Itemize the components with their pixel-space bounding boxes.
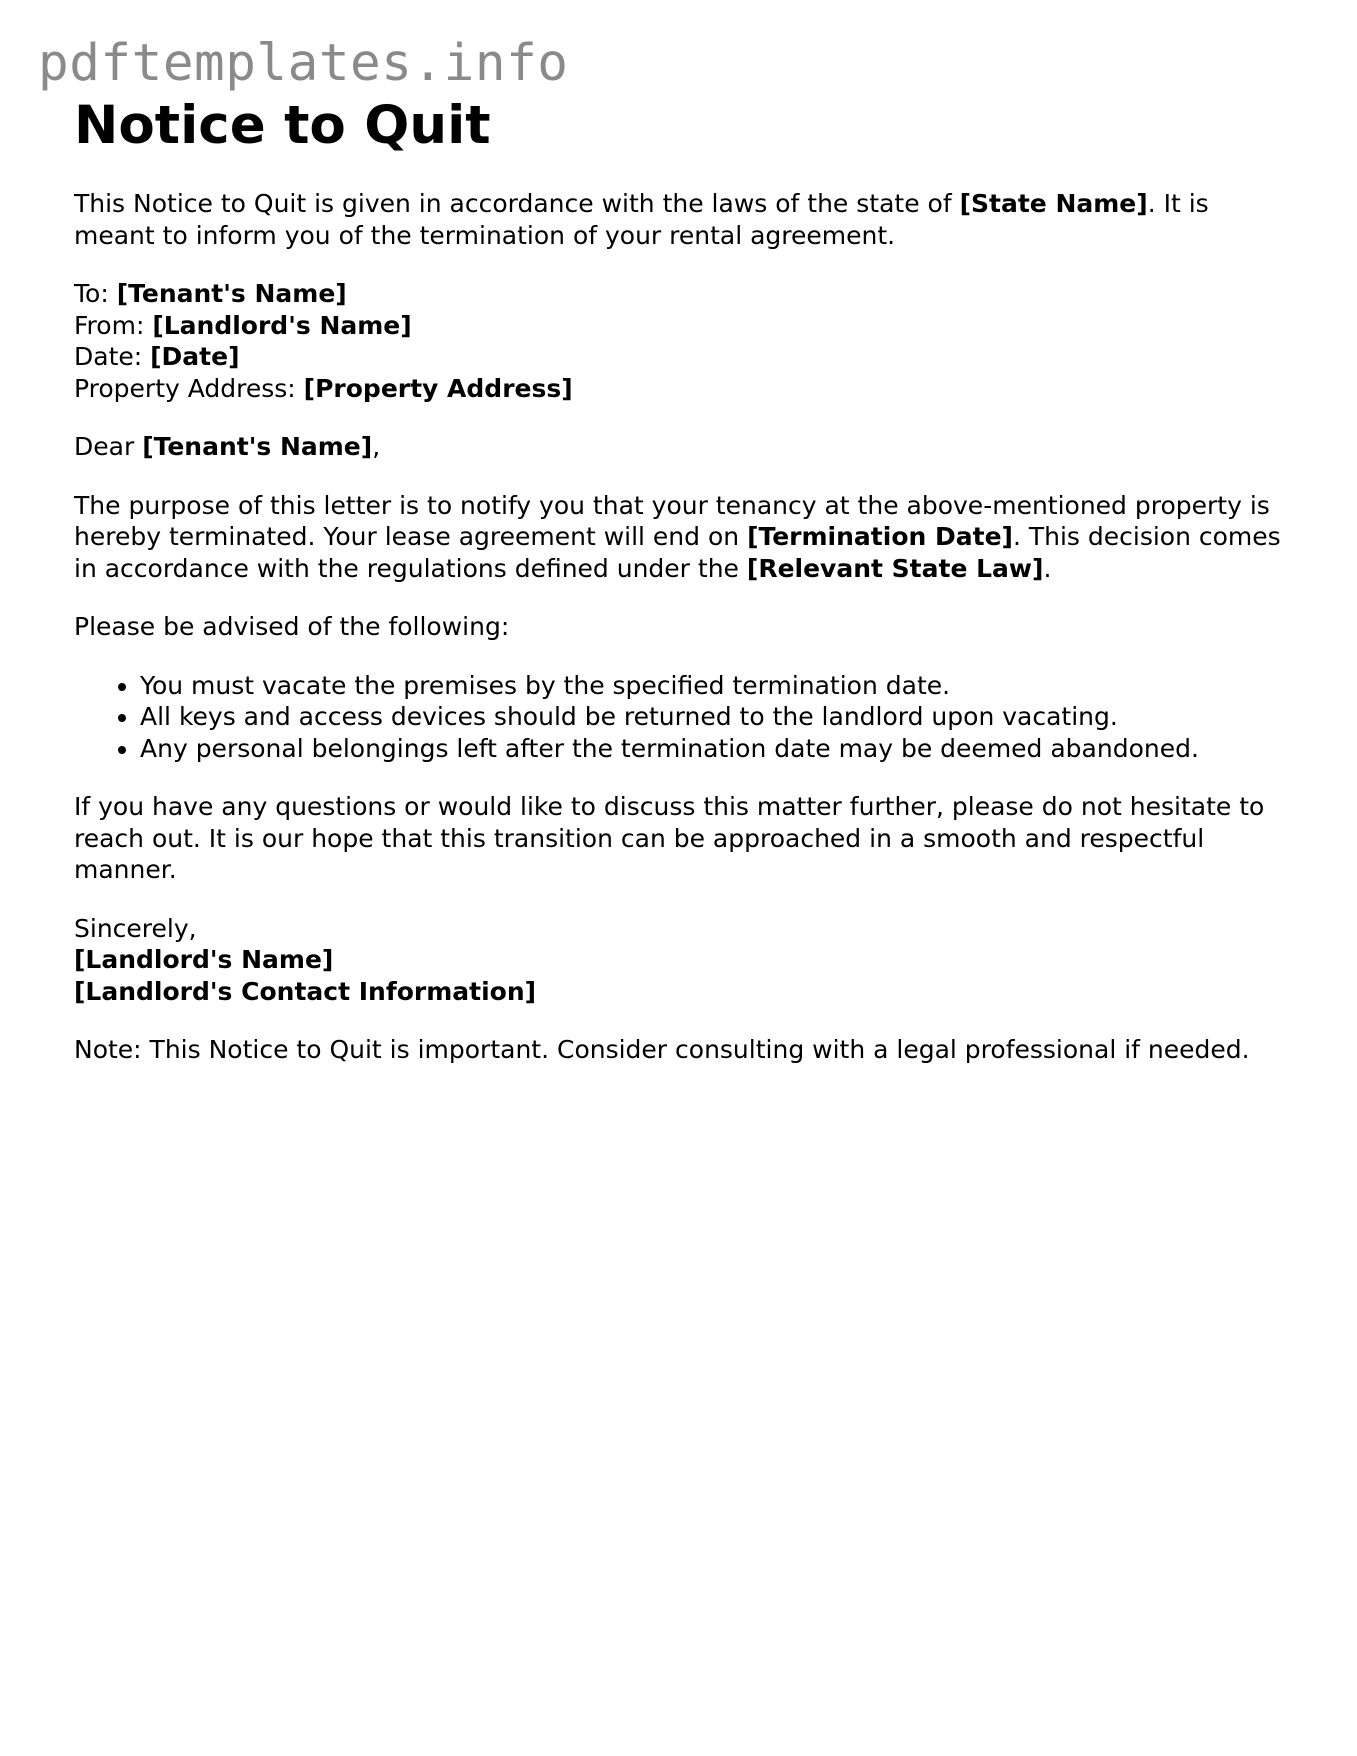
date-label: Date: — [74, 342, 151, 371]
intro-text-2: . It is meant to inform you of the termination of your rental agreement. — [74, 189, 1209, 250]
intro-text-1: This Notice to Quit is given in accordance with the laws of the state of — [74, 189, 960, 218]
advise-intro: Please be advised of the following: — [74, 612, 510, 641]
to-value: [Tenant's Name] — [116, 279, 347, 308]
address-value: [Property Address] — [303, 373, 573, 403]
state-name-placeholder: [State Name] — [959, 189, 1148, 218]
note-paragraph: Note: This Notice to Quit is important. Consider consulting with a legal professional if needed. — [74, 1035, 1250, 1064]
list-item: • You must vacate the premises by the specified termination date. — [140, 670, 1284, 702]
address-label: Property Address: — [74, 373, 304, 403]
body-text-2: . This decision comes in accordance with the regulations defined under the — [74, 522, 1281, 583]
salutation-name: [Tenant's Name] — [142, 432, 373, 461]
closing-paragraph: If you have any questions or would like to discuss this matter further, please do not hesitate to reach out. It is our hope that this transition can be approached in a smooth and respectful manner. — [74, 792, 1265, 884]
salutation-prefix: Dear — [74, 432, 143, 461]
intro-paragraph — [74, 188, 1284, 251]
state-law-placeholder: [Relevant State Law] — [746, 553, 1044, 583]
list-item: • Any personal belongings left after the termination date may be deemed abandoned. — [140, 733, 1284, 765]
termination-date-placeholder: [Termination Date] — [747, 522, 1013, 551]
signature-contact: [Landlord's Contact Information] — [74, 976, 537, 1006]
body-text-3: . — [1043, 553, 1052, 583]
document-title: Notice to Quit — [74, 95, 491, 156]
salutation — [74, 431, 1284, 463]
signature-name: [Landlord's Name] — [74, 945, 334, 974]
body-paragraph — [74, 490, 1284, 585]
body-text-1: The purpose of this letter is to notify you that your tenancy at the above-mentioned property is hereby terminated. Your lease agreement will end on — [74, 490, 1270, 551]
document-page — [74, 94, 1284, 1066]
from-value: [Landlord's Name] — [152, 310, 412, 340]
sign-off: Sincerely, — [74, 913, 197, 943]
from-label: From: — [74, 310, 153, 340]
to-label: To: — [74, 279, 117, 308]
signature-block — [74, 913, 1284, 1008]
date-value: [Date] — [150, 342, 240, 371]
header-block — [74, 278, 1284, 404]
watermark: pdftemplates.info — [38, 34, 569, 93]
list-item: • All keys and access devices should be returned to the landlord upon vacating. — [140, 701, 1284, 733]
advise-list — [74, 670, 1284, 765]
salutation-suffix: , — [372, 432, 381, 461]
